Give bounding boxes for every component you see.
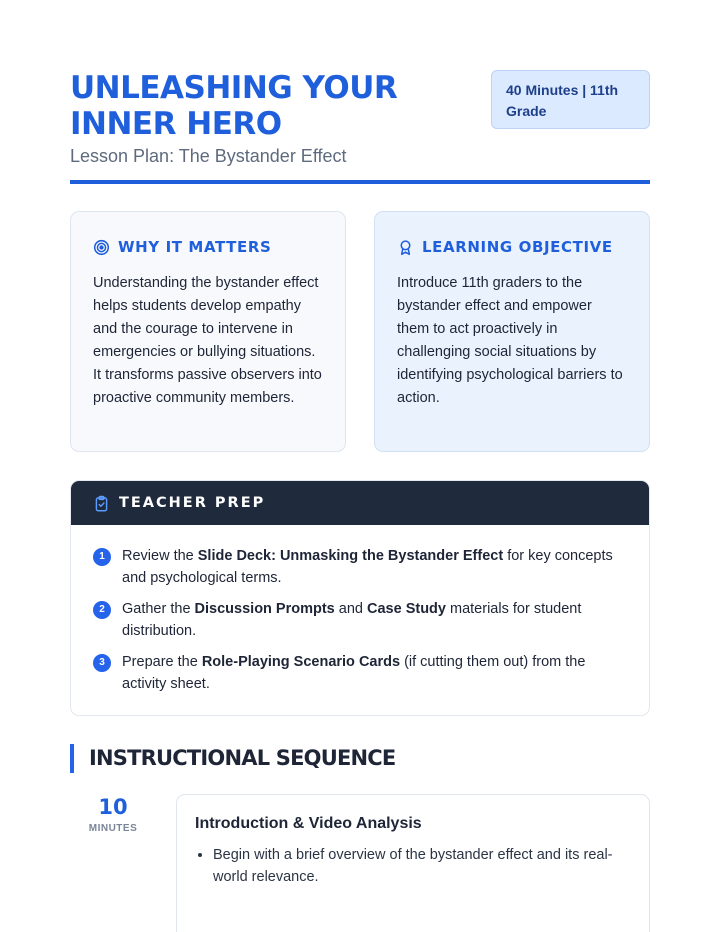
target-icon — [93, 239, 110, 256]
sequence-step-card — [176, 794, 650, 932]
prep-step: 2 Gather the Discussion Prompts and Case Study materials for student distribution. — [93, 599, 623, 642]
prep-step: 1 Review the Slide Deck: Unmasking the Bystander Effect for key concepts and psychological terms. — [93, 546, 623, 589]
step-number-badge: 3 — [93, 654, 111, 672]
why-it-matters-title: WHY IT MATTERS — [118, 238, 272, 256]
header-divider — [70, 180, 650, 184]
learning-objective-title: LEARNING OBJECTIVE — [422, 238, 613, 256]
duration-unit: MINUTES — [88, 823, 138, 834]
teacher-prep-header — [71, 481, 649, 525]
prep-step: 3 Prepare the Role-Playing Scenario Cards (if cutting them out) from the activity sheet. — [93, 652, 623, 695]
why-it-matters-card — [70, 211, 346, 452]
step-title: Introduction & Video Analysis — [195, 815, 422, 832]
duration-grade-badge: 40 Minutes | 11th Grade — [491, 70, 650, 129]
why-it-matters-text: Understanding the bystander effect helps students develop empathy and the courage to intervene in emergencies or bullying situations. It transforms passive observers into proactive community members. — [93, 275, 322, 406]
teacher-prep-list — [71, 525, 649, 695]
instructional-sequence-heading — [70, 744, 395, 773]
duration-value: 10 — [98, 795, 128, 819]
page-title: UNLEASHING YOUR INNER HERO — [70, 70, 398, 142]
step-bullets — [195, 845, 631, 888]
step-bullet: • Begin with a brief overview of the bystander effect and its real-world relevance. — [213, 845, 631, 888]
teacher-prep-panel — [70, 480, 650, 716]
step-number-badge: 1 — [93, 548, 111, 566]
learning-objective-card — [374, 211, 650, 452]
step-duration — [70, 795, 156, 834]
step-number-badge: 2 — [93, 601, 111, 619]
clipboard-icon — [93, 495, 110, 512]
page-subtitle: Lesson Plan: The Bystander Effect — [70, 146, 347, 166]
award-ribbon-icon — [397, 239, 414, 256]
teacher-prep-title: TEACHER PREP — [119, 495, 266, 511]
learning-objective-text: Introduce 11th graders to the bystander effect and empower them to act proactively in challenging social situations by identifying psychological barriers to action. — [397, 275, 623, 406]
lesson-header — [70, 70, 650, 167]
section-title: INSTRUCTIONAL SEQUENCE — [89, 746, 396, 770]
